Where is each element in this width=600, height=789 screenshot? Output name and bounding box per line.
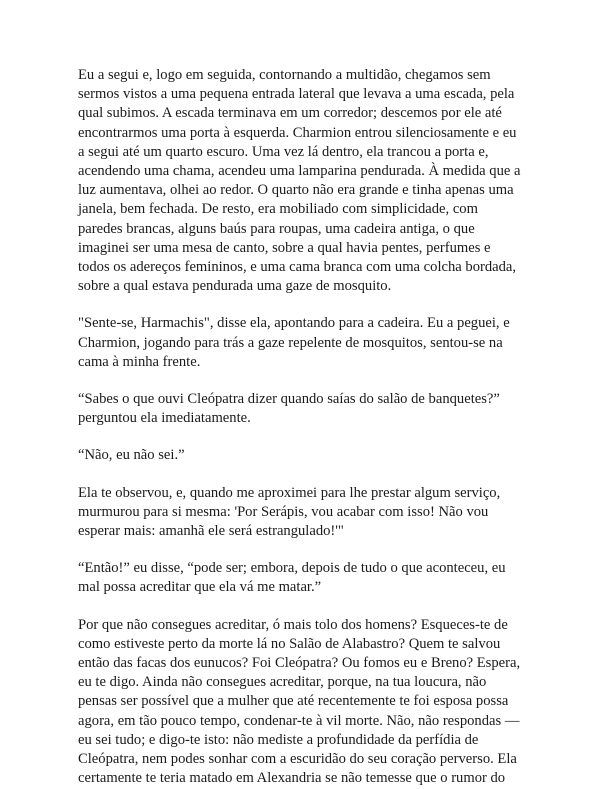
paragraph-7: Por que não consegues acreditar, ó mais tolo dos homens? Esqueces-te de como estiveste perto da morte lá no Salão de Alabastro? Quem te salvou então das facas dos eunucos? Foi Cleópatra? Ou fomos eu e Breno? Espera, eu te digo. Ainda não consegues acreditar, porque, na tua loucura, não pensas ser possível que a mulher que até recentemente te foi esposa possa agora, em tão pouco tempo, condenar-te à vil morte. Não, não respondas — eu sei tudo; e digo-te isto: não mediste a profundidade da perfídia de Cleópatra, nem podes sonhar com a escuridão do seu coração perverso. Ela certamente te teria matado em Alexandria se não temesse que o rumor do [78, 616, 521, 787]
paragraph-6: “Então!” eu disse, “pode ser; embora, depois de tudo o que aconteceu, eu mal possa acreditar que ela vá me matar.” [78, 560, 506, 596]
paragraph-2: "Sente-se, Harmachis", disse ela, apontando para a cadeira. Eu a peguei, e Charmion, jogando para trás a gaze repelente de mosquitos, sentou-se na cama à minha frente. [78, 315, 510, 370]
paragraph-5: Ela te observou, e, quando me aproximei para lhe prestar algum serviço, murmurou para si mesma: 'Por Serápis, vou acabar com isso! Não vou esperar mais: amanhã ele será estrangulado!'" [78, 484, 501, 540]
paragraph-4: “Não, eu não sei.” [78, 447, 185, 464]
paragraph-1: Eu a segui e, logo em seguida, contornando a multidão, chegamos sem sermos vistos a uma pequena entrada lateral que levava a uma escada, pela qual subimos. A escada terminava em um corredor; descemos por ele até encontrarmos uma porta à esquerda. Charmion entrou silenciosamente e eu a segui até um quarto escuro. Uma vez lá dentro, ela trancou a porta e, acendendo uma chama, acendeu uma lamparina pendurada. À medida que a luz aumentava, olhei ao redor. O quarto não era grande e tinha apenas uma janela, bem fechada. De resto, era mobiliado com simplicidade, com paredes brancas, alguns baús para roupas, uma cadeira antiga, o que imaginei ser uma mesa de canto, sobre a qual havia pentes, perfumes e todos os adereços femininos, e uma cama branca com uma colcha bordada, sobre a qual estava pendurada uma gaze de mosquito. [78, 67, 521, 295]
paragraph-3: “Sabes o que ouvi Cleópatra dizer quando saías do salão de banquetes?” perguntou ela imediatamente. [78, 391, 500, 427]
